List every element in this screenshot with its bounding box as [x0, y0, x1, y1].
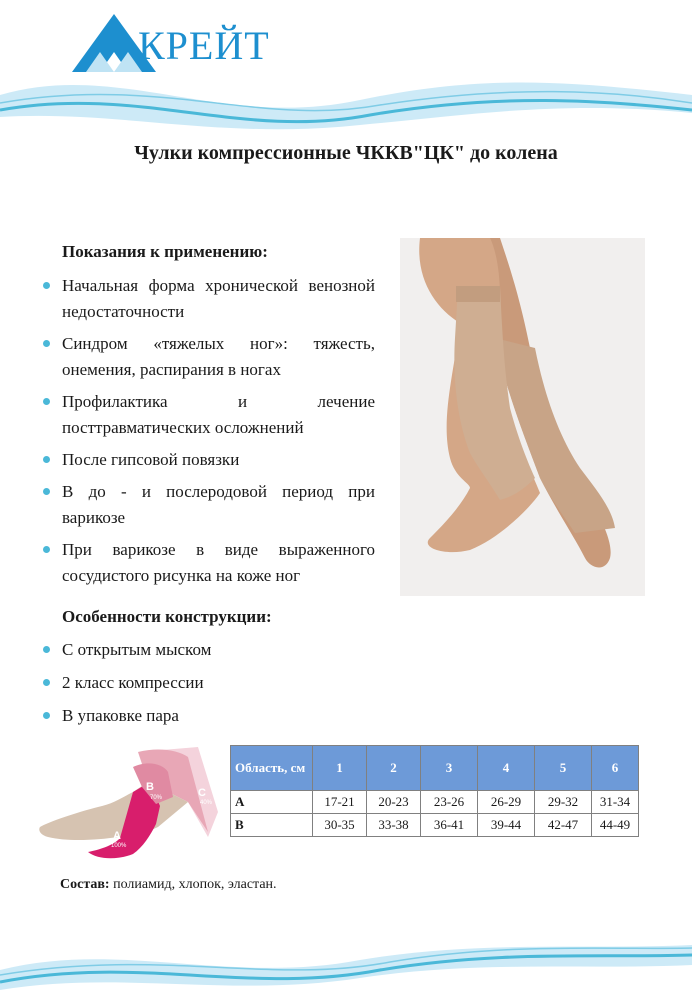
- table-cell: 44-49: [592, 814, 639, 837]
- indications-heading: Показания к применению:: [62, 242, 268, 261]
- table-cell: 36-41: [421, 814, 478, 837]
- size-table: [230, 745, 639, 837]
- list-item: В до - и послеродовой период при варикозе: [40, 479, 375, 531]
- bullet-icon: [43, 679, 50, 686]
- table-header-row: [231, 746, 639, 791]
- list-item: 2 класс компрессии: [40, 670, 375, 696]
- diagram-label-c: C: [198, 787, 206, 799]
- bullet-icon: [43, 282, 50, 289]
- table-cell: 20-23: [367, 791, 421, 814]
- table-header-cell: 2: [367, 746, 421, 791]
- table-cell: 33-38: [367, 814, 421, 837]
- diagram-percent-c: 40%: [200, 800, 213, 806]
- table-header-cell: 5: [535, 746, 592, 791]
- compression-diagram: [38, 742, 228, 867]
- table-header-cell: Область, см: [231, 746, 313, 791]
- table-cell: 31-34: [592, 791, 639, 814]
- diagram-label-a: A: [113, 830, 121, 842]
- table-header-cell: 4: [478, 746, 535, 791]
- bottom-wave-decoration: [0, 920, 692, 1000]
- table-cell: 29-32: [535, 791, 592, 814]
- table-cell: 26-29: [478, 791, 535, 814]
- list-item: В упаковке пара: [40, 703, 375, 729]
- indications-list: [40, 273, 375, 589]
- list-item: При варикозе в виде выраженного сосудистого рисунка на коже ног: [40, 537, 375, 589]
- features-heading: Особенности конструкции:: [62, 607, 272, 626]
- bullet-icon: [43, 646, 50, 653]
- table-cell: 17-21: [313, 791, 367, 814]
- table-row: [231, 791, 639, 814]
- table-header-cell: 6: [592, 746, 639, 791]
- bullet-icon: [43, 340, 50, 347]
- top-wave-decoration: [0, 55, 692, 135]
- list-item: Начальная форма хронической венозной недостаточности: [40, 273, 375, 325]
- table-cell: 23-26: [421, 791, 478, 814]
- bullet-icon: [43, 488, 50, 495]
- table-cell: B: [231, 814, 313, 837]
- table-cell: 42-47: [535, 814, 592, 837]
- diagram-percent-b: 70%: [150, 795, 163, 801]
- diagram-label-b: B: [146, 781, 154, 793]
- list-item: С открытым мыском: [40, 637, 375, 663]
- table-header-cell: 3: [421, 746, 478, 791]
- composition-label: Состав:: [60, 877, 110, 892]
- features-list: [40, 637, 375, 729]
- page-title: Чулки компрессионные ЧККВ"ЦК" до колена: [134, 142, 558, 164]
- product-photo: [400, 238, 645, 596]
- composition-value: полиамид, хлопок, эластан.: [109, 877, 277, 892]
- bullet-icon: [43, 546, 50, 553]
- composition-text: [60, 877, 277, 893]
- table-cell: A: [231, 791, 313, 814]
- table-row: [231, 814, 639, 837]
- table-cell: 30-35: [313, 814, 367, 837]
- list-item: Профилактика и лечение посттравматических осложнений: [40, 389, 375, 441]
- bullet-icon: [43, 712, 50, 719]
- bullet-icon: [43, 456, 50, 463]
- table-header-cell: 1: [313, 746, 367, 791]
- brand-name: КРЕЙТ: [138, 23, 270, 68]
- list-item: После гипсовой повязки: [40, 447, 375, 473]
- table-cell: 39-44: [478, 814, 535, 837]
- bullet-icon: [43, 398, 50, 405]
- diagram-percent-a: 100%: [111, 843, 127, 849]
- list-item: Синдром «тяжелых ног»: тяжесть, онемения, распирания в ногах: [40, 331, 375, 383]
